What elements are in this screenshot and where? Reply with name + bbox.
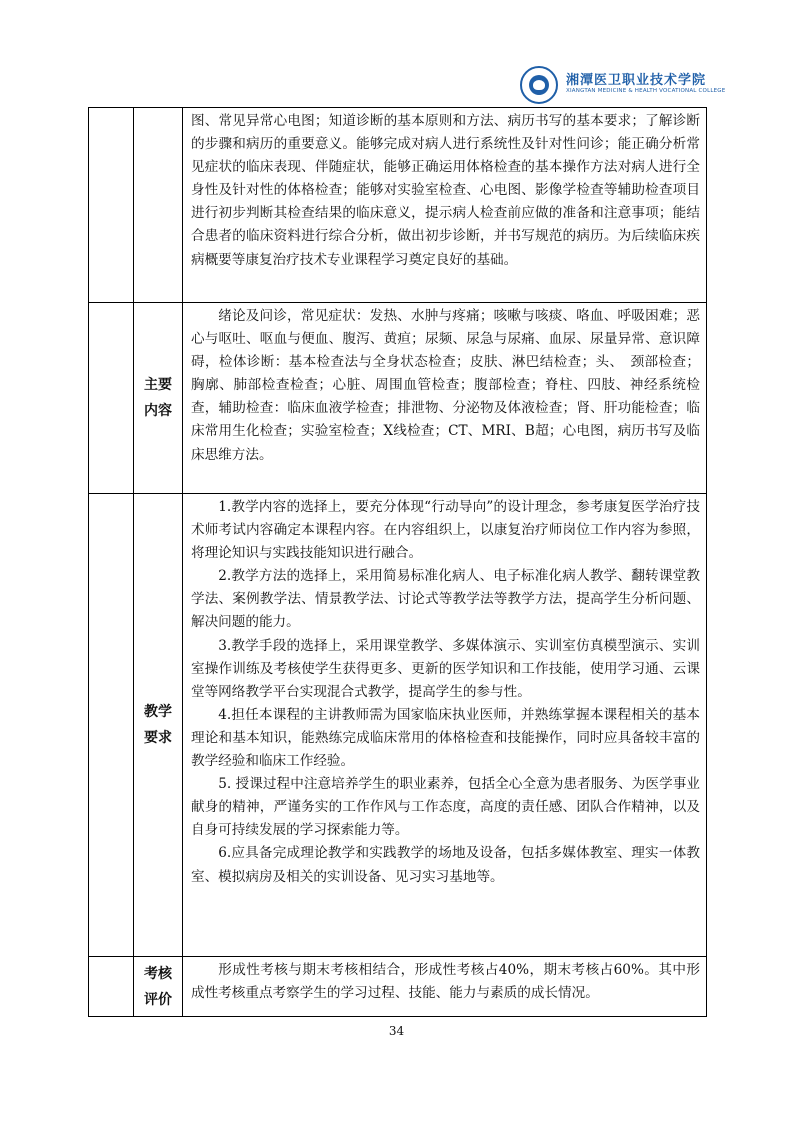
goals-text: 图、常见异常心电图；知道诊断的基本原则和方法、病历书写的基本要求；了解诊断的步骤和病历的重要意义。能够完成对病人进行系统性及针对性问诊；能正确分析常见症状的临床表现、伴随症状，能够正确运用体格检查的基本操作方法对病人进行全身性及针对性的体格检查；能够对实验室检查、心电图、影像学检查等辅助检查项目进行初步判断其检查结果的临床意义，提示病人检查前应做的准备和注意事项；能结合患者的临床资料进行综合分析，做出初步诊断，并书写规范的病历。为后续临床疾病概要等康复治疗技术专业课程学习奠定良好的基础。	[191, 113, 700, 268]
goals-cell	[183, 108, 707, 303]
table-row-main-content	[89, 303, 707, 494]
merged-cell	[89, 957, 134, 1017]
teaching-requirements-label: 教学 要求	[134, 494, 183, 957]
school-name: 湘潭医卫职业技术学院	[566, 73, 707, 88]
main-content-text: 绪论及问诊，常见症状：发热、水肿与疼痛；咳嗽与咳痰、咯血、呼吸困难；恶心与呕吐、呕血与便血、腹泻、黄疸；尿频、尿急与尿痛、血尿、尿量异常、意识障碍，检体诊断：基本检查法与全身状态检查；皮肤、淋巴结检查；头、 颈部检查；胸廓、肺部检查检查；心脏、周围血管检查；腹部检查；脊柱、四肢、神经系统检查，辅助检查：临床血液学检查；排泄物、分泌物及体液检查；肾、肝功能检查；临床常用生化检查；实验室检查；X线检查；CT、MRI、B超；心电图，病历书写及临床思维方法。	[191, 308, 700, 463]
college-seal-icon	[520, 66, 558, 104]
merged-cell	[89, 108, 134, 303]
requirement-item: 4.担任本课程的主讲教师需为国家临床执业医师，并熟练掌握本课程相关的基本理论和基本知识，能熟练完成临床常用的体格检查和技能操作，同时应具备较丰富的教学经验和临床工作经验。	[191, 706, 700, 770]
table-row-teaching-requirements	[89, 494, 707, 957]
table-row-goals	[89, 108, 707, 303]
requirement-item: 6.应具备完成理论教学和实践教学的场地及设备，包括多媒体教室、理实一体教室、模拟病房及相关的实训设备、见习实习基地等。	[191, 845, 700, 885]
requirement-item: 2.教学方法的选择上，采用简易标准化病人、电子标准化病人教学、翻转课堂教学法、案例教学法、情景教学法、讨论式等教学法等教学方法，提高学生分析问题、解决问题的能力。	[191, 568, 700, 631]
college-logo	[520, 66, 726, 106]
assessment-cell	[183, 957, 707, 1017]
merged-cell	[89, 303, 134, 494]
requirement-item: 1.教学内容的选择上，要充分体现“行动导向”的设计理念，参考康复医学治疗技术师考试内容确定本课程内容。在内容组织上，以康复治疗师岗位工作内容为参照，将理论知识与实践技能知识进行融合。	[191, 499, 700, 562]
row-label-empty	[134, 108, 183, 303]
main-content-label: 主要 内容	[134, 303, 183, 494]
main-content-cell	[183, 303, 707, 494]
merged-cell	[89, 494, 134, 957]
page-number: 34	[388, 1024, 405, 1038]
table-row-assessment	[89, 957, 707, 1017]
requirement-item: 5. 授课过程中注意培养学生的职业素养，包括全心全意为患者服务、为医学事业献身的精神，严谨务实的工作作风与工作态度，高度的责任感、团队合作精神，以及自身可持续发展的学习探索能力等。	[191, 776, 700, 839]
school-name-en: XIANGTAN MEDICINE & HEALTH VOCATIONAL COLLEGE	[566, 88, 726, 94]
assessment-label: 考核 评价	[134, 957, 183, 1017]
assessment-text: 形成性考核与期末考核相结合，形成性考核占40%，期末考核占60%。其中形成性考核重点考察学生的学习过程、技能、能力与素质的成长情况。	[191, 962, 700, 1002]
requirement-item: 3.教学手段的选择上，采用课堂教学、多媒体演示、实训室仿真模型演示、实训室操作训练及考核使学生获得更多、更新的医学知识和工作技能，使用学习通、云课堂等网络教学平台实现混合式教学，提高学生的参与性。	[191, 637, 700, 700]
course-table	[88, 107, 707, 1017]
teaching-requirements-cell	[183, 494, 707, 957]
